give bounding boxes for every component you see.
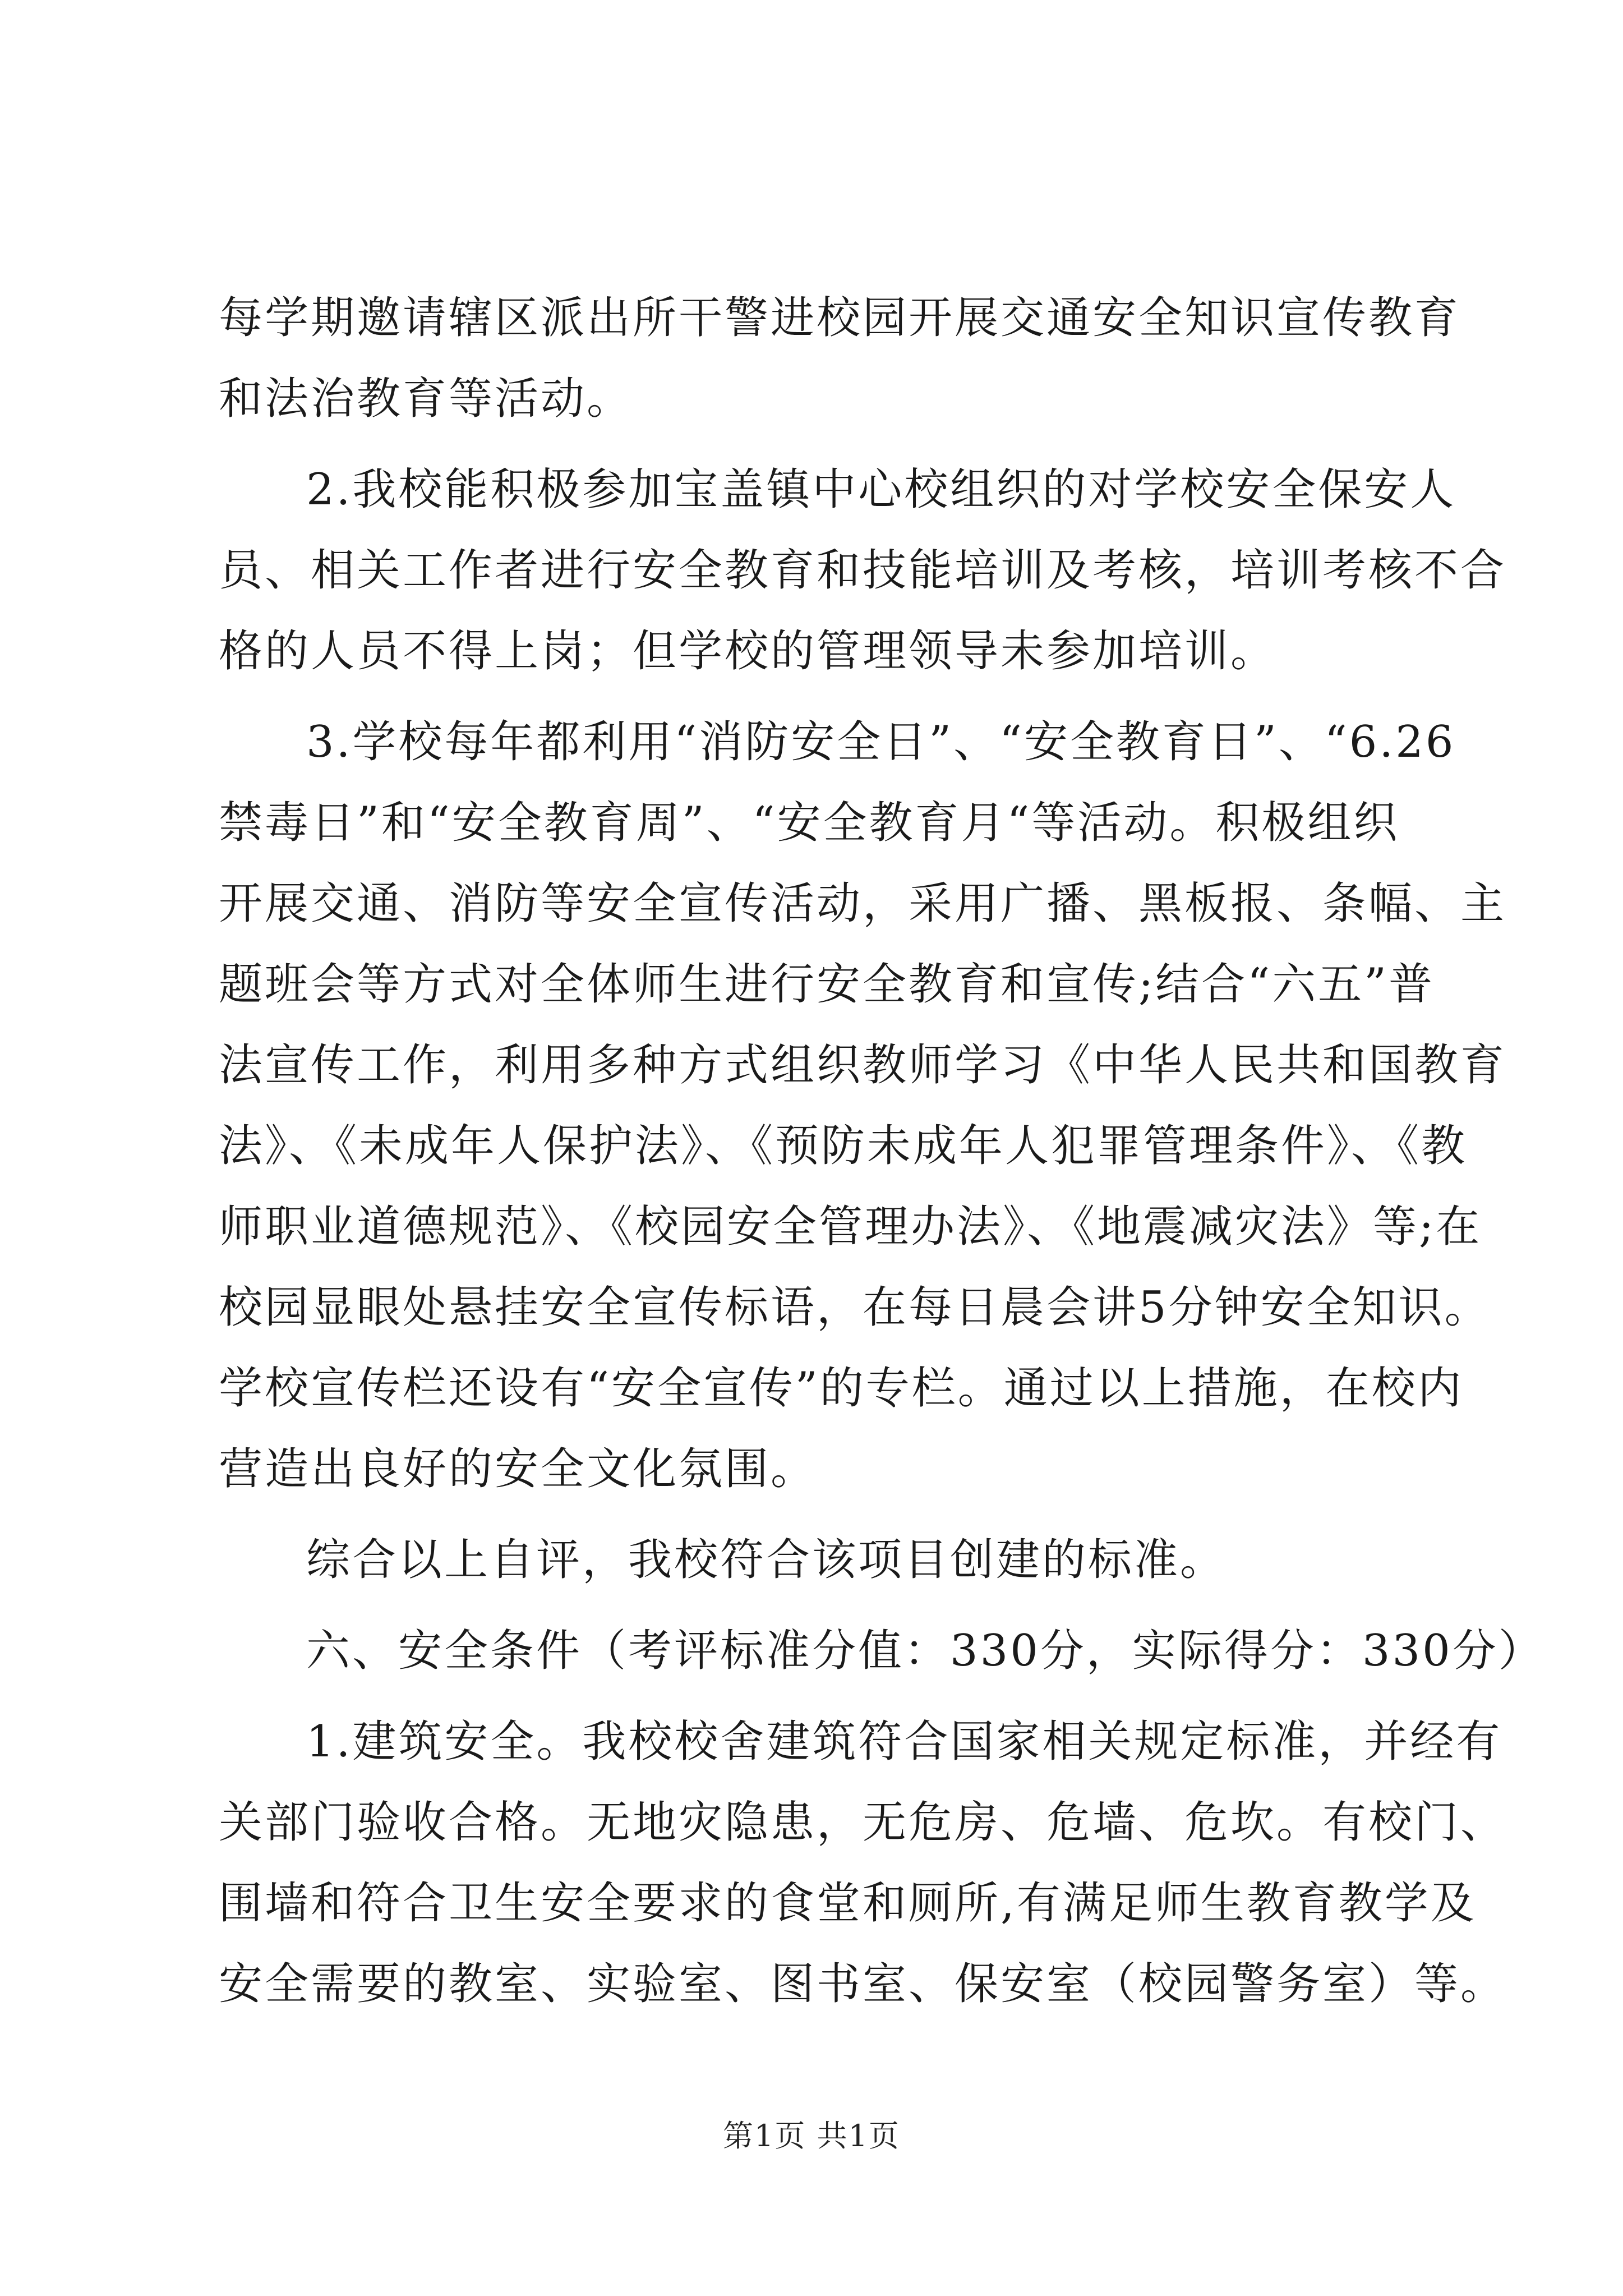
- paragraph-line: 禁毒日”和“安全教育周”、“安全教育月“等活动。积极组织: [219, 798, 1400, 848]
- paragraph-line: 开展交通、消防等安全宣传活动，采用广播、黑板报、条幅、主: [219, 878, 1507, 929]
- paragraph-line: 题班会等方式对全体师生进行安全教育和宣传;结合“六五”普: [219, 959, 1435, 1010]
- section-heading: 六、安全条件（考评标准分值：330分，实际得分：330分）: [306, 1626, 1544, 1676]
- document-body: [219, 278, 1544, 2024]
- paragraph-line: 格的人员不得上岗；但学校的管理领导未参加培训。: [219, 626, 1277, 677]
- paragraph-line: 安全需要的教室、实验室、图书室、保安室（校园警务室）等。: [219, 1959, 1507, 2009]
- paragraph-line: 关部门验收合格。无地灾隐患，无危房、危墙、危坎。有校门、: [219, 1797, 1507, 1848]
- paragraph-line: 法宣传工作，利用多种方式组织教师学习《中华人民共和国教育: [219, 1040, 1507, 1091]
- page-footer: 第1页 共1页: [723, 2118, 900, 2154]
- paragraph-line: 每学期邀请辖区派出所干警进校园开展交通安全知识宣传教育: [219, 293, 1461, 343]
- paragraph-line: 围墙和符合卫生安全要求的食堂和厕所,有满足师生教育教学及: [219, 1878, 1477, 1929]
- paragraph-line: 法》、《未成年人保护法》、《预防未成年人犯罪管理条件》、《教: [219, 1121, 1468, 1171]
- paragraph-line: 2.我校能积极参加宝盖镇中心校组织的对学校安全保安人: [306, 464, 1456, 515]
- paragraph-line: 营造出良好的安全文化氛围。: [219, 1444, 817, 1494]
- paragraph-line: 师职业道德规范》、《校园安全管理办法》、《地震减灾法》等;在: [219, 1202, 1482, 1252]
- paragraph-line: 3.学校每年都利用“消防安全日”、“安全教育日”、“6.26: [306, 717, 1456, 767]
- paragraph-line: 1.建筑安全。我校校舍建筑符合国家相关规定标准，并经有: [306, 1717, 1502, 1767]
- paragraph-line: 学校宣传栏还设有“安全宣传”的专栏。通过以上措施，在校内: [219, 1363, 1464, 1414]
- paragraph-line: 校园显眼处悬挂安全宣传标语，在每日晨会讲5分钟安全知识。: [219, 1282, 1491, 1333]
- paragraph-line: 综合以上自评，我校符合该项目创建的标准。: [306, 1535, 1227, 1585]
- paragraph-line: 员、相关工作者进行安全教育和技能培训及考核，培训考核不合: [219, 545, 1507, 596]
- paragraph-line: 和法治教育等活动。: [219, 374, 633, 424]
